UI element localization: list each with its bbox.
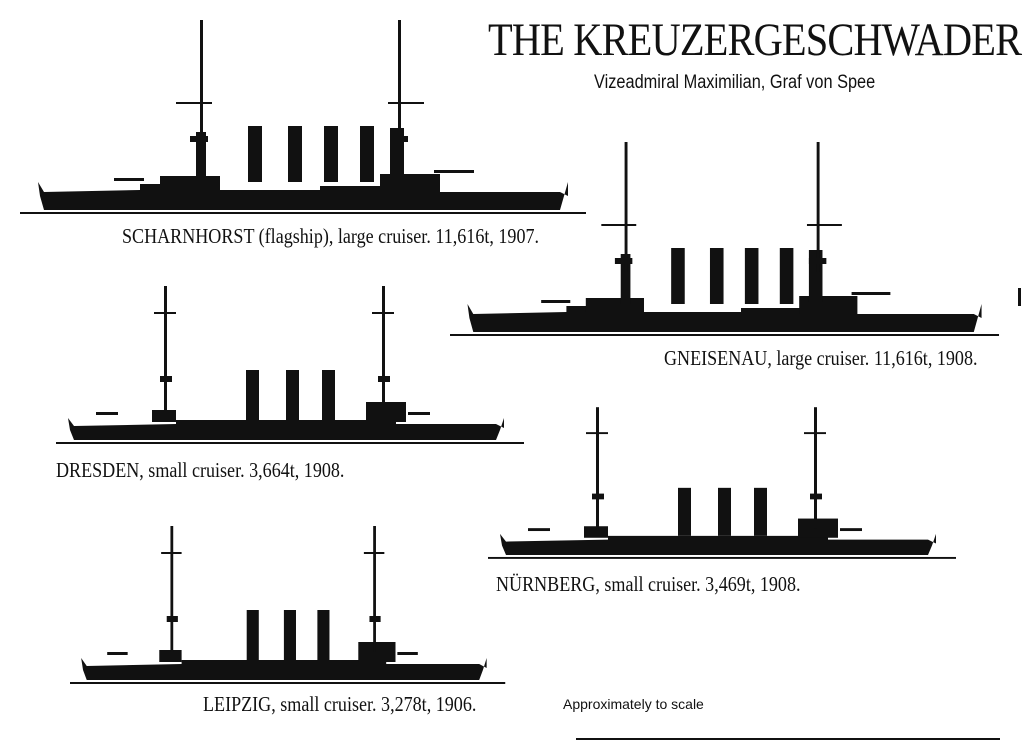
edge-mark [1018,288,1021,306]
caption-dresden: DRESDEN, small cruiser. 3,664t, 1908. [56,458,345,482]
ship-dresden [56,286,524,444]
ship-scharnhorst [20,20,586,214]
scale-note: Approximately to scale [563,696,704,712]
ship-leipzig [70,526,505,684]
caption-gneisenau: GNEISENAU, large cruiser. 11,616t, 1908. [664,346,978,370]
caption-nurnberg: NÜRNBERG, small cruiser. 3,469t, 1908. [496,572,801,596]
caption-leipzig: LEIPZIG, small cruiser. 3,278t, 1906. [203,692,477,716]
ship-nurnberg [488,407,956,559]
page-subtitle: Vizeadmiral Maximilian, Graf von Spee [594,72,876,93]
footer-rule [576,738,1000,740]
caption-scharnhorst: SCHARNHORST (flagship), large cruiser. 11,616t, 1907. [122,224,540,248]
page-title: THE KREUZERGESCHWADER [488,14,1022,66]
